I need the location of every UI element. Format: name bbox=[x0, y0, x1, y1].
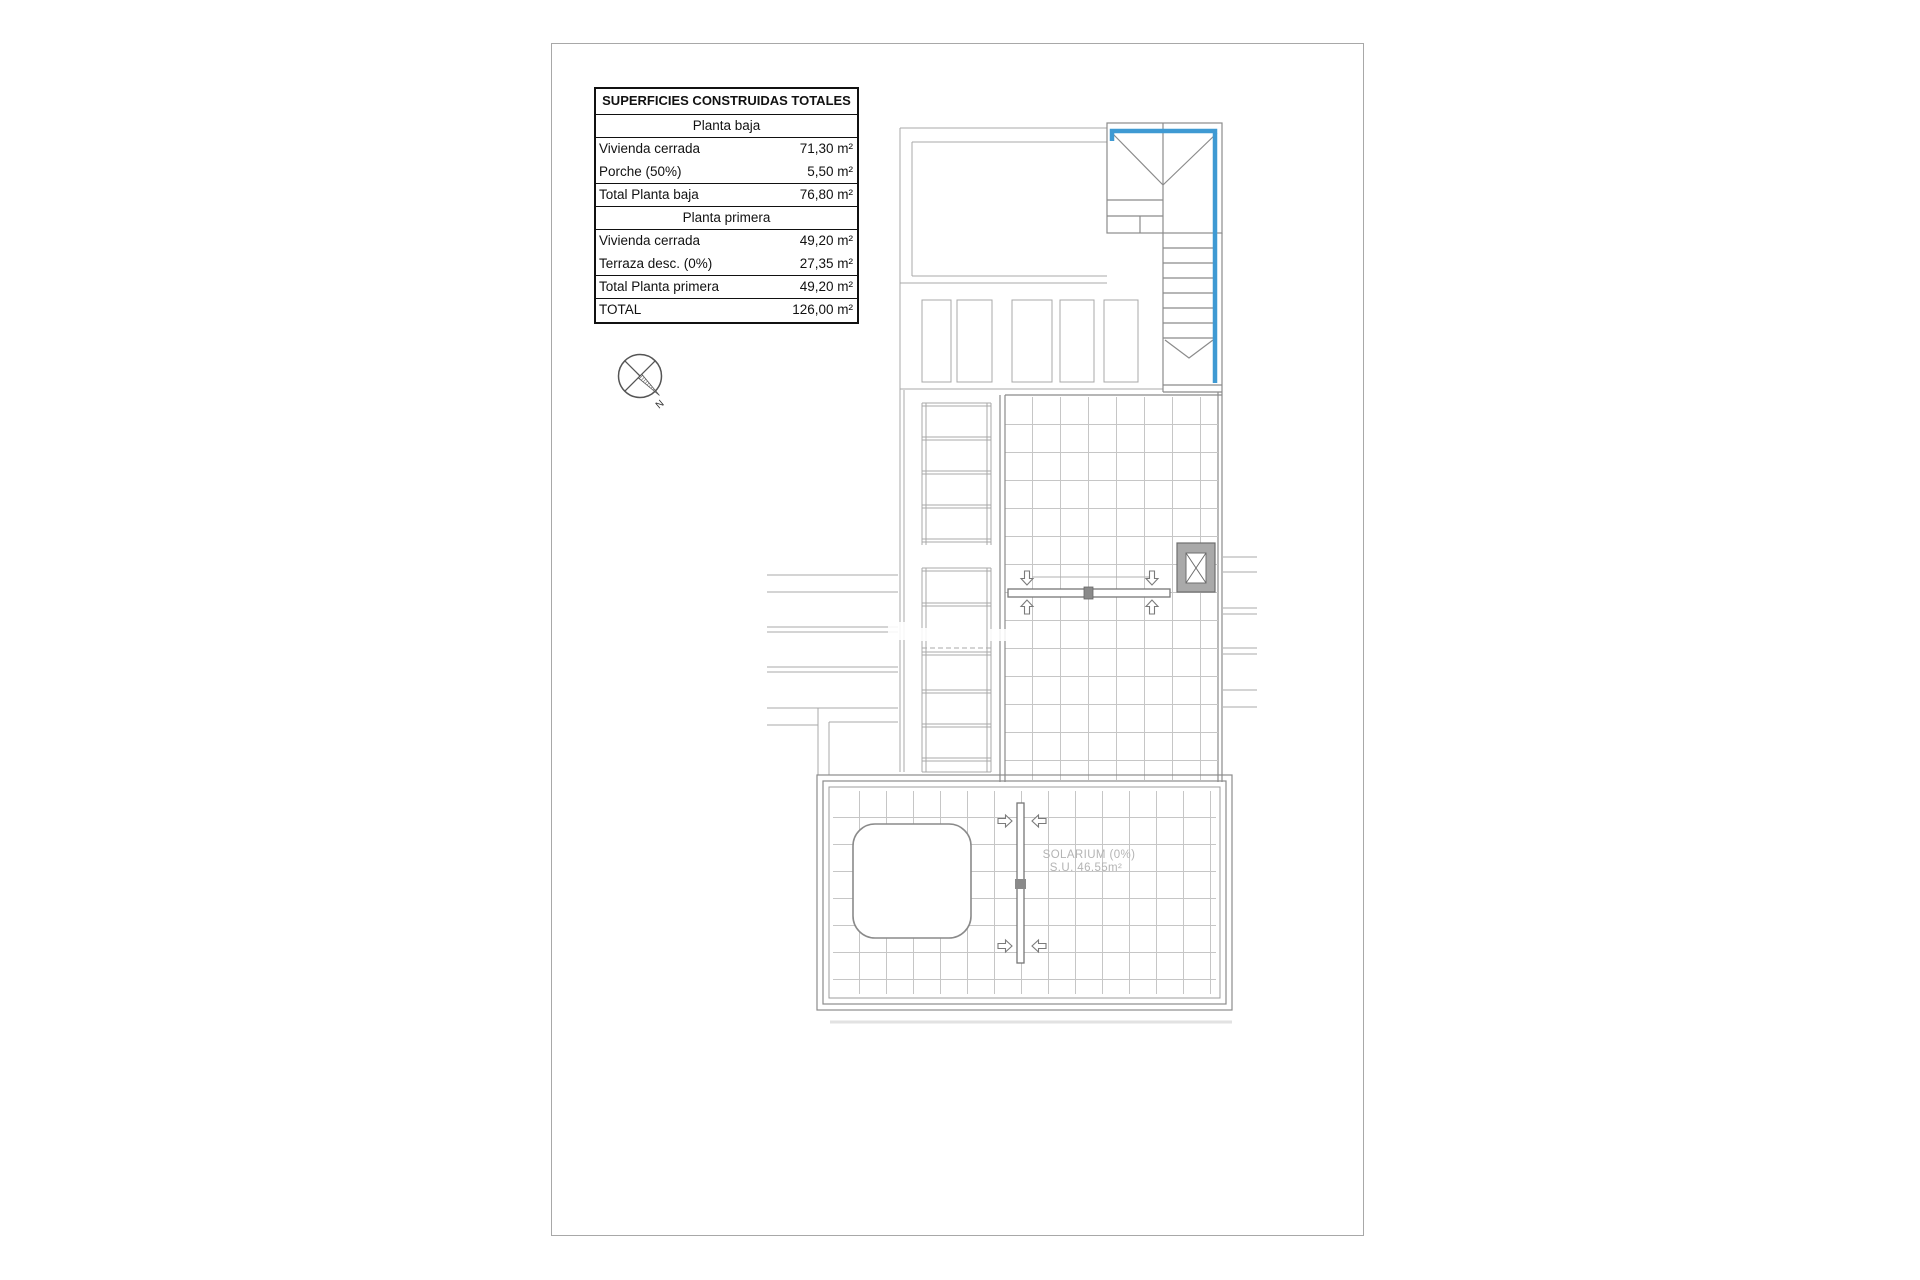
table-title: SUPERFICIES CONSTRUIDAS TOTALES bbox=[596, 89, 857, 115]
row-label: Porche (50%) bbox=[599, 164, 682, 179]
row-value: 126,00 m² bbox=[792, 302, 853, 317]
row-label: Terraza desc. (0%) bbox=[599, 256, 713, 271]
screen-post bbox=[1015, 879, 1026, 889]
north-compass-icon bbox=[608, 346, 678, 418]
north-label: N bbox=[653, 398, 667, 412]
row-label: Vivienda cerrada bbox=[599, 233, 701, 248]
row-label: Total Planta primera bbox=[599, 279, 720, 294]
row-value: 49,20 m² bbox=[799, 233, 853, 248]
pergola-strip bbox=[922, 403, 991, 772]
solarium-terrace bbox=[817, 775, 1232, 1022]
row-value: 27,35 m² bbox=[799, 256, 853, 271]
row-value: 71,30 m² bbox=[799, 141, 853, 156]
floor-plan bbox=[755, 95, 1295, 1040]
row-value: 49,20 m² bbox=[799, 279, 853, 294]
upper-terrace bbox=[1000, 395, 1222, 782]
sliding-panels bbox=[900, 300, 1163, 389]
table-section-planta-primera: Planta primera bbox=[596, 207, 857, 230]
watermark bbox=[888, 622, 1008, 641]
solarium-label-line1: SOLARIUM (0%) bbox=[1042, 849, 1136, 861]
jacuzzi bbox=[853, 824, 971, 938]
row-value: 5,50 m² bbox=[807, 164, 853, 179]
railing-post bbox=[1084, 587, 1093, 599]
row-label: Vivienda cerrada bbox=[599, 141, 701, 156]
row-label: TOTAL bbox=[599, 302, 642, 317]
row-value: 76,80 m² bbox=[799, 187, 853, 202]
shaft-box bbox=[1177, 543, 1215, 592]
table-section-planta-baja: Planta baja bbox=[596, 115, 857, 138]
solarium-label-line2: S.U. 46.55m² bbox=[1049, 862, 1123, 874]
row-label: Total Planta baja bbox=[599, 187, 699, 202]
